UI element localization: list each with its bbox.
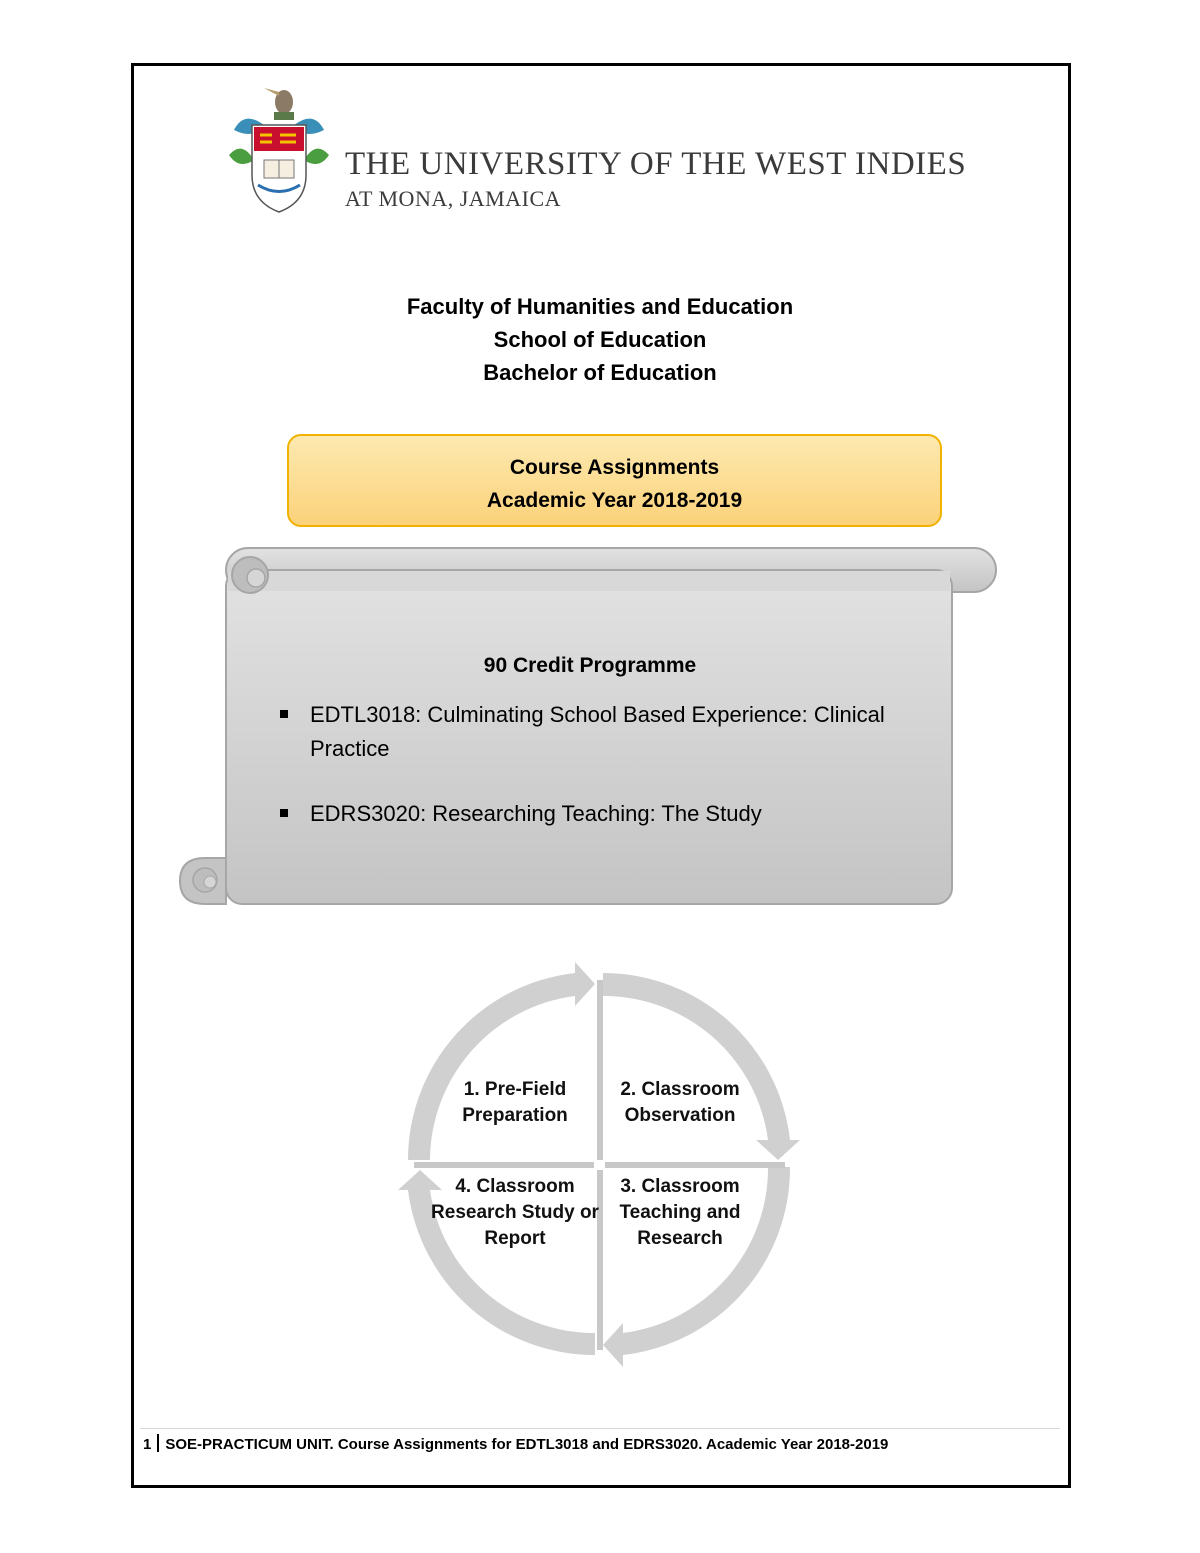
cycle-step-2: 2. Classroom Observation [620,1079,740,1126]
course-text: EDTL3018: Culminating School Based Experience: Clinical Practice [310,702,885,761]
cycle-step-3: 3. Classroom Teaching and Research [619,1176,741,1249]
footer-text: SOE-PRACTICUM UNIT. Course Assignments for EDTL3018 and EDRS3020. Academic Year 2018-2019 [165,1436,889,1453]
campus-name: AT MONA, JAMAICA [345,186,562,211]
page-footer [143,1434,888,1453]
faculty-name: Faculty of Humanities and Education [406,294,794,319]
footer-divider [140,1428,1060,1429]
academic-year: Academic Year 2018-2019 [486,489,743,512]
page-number: 1 [143,1436,152,1453]
programme-title: 90 Credit Programme [483,654,697,677]
cycle-step-1: 1. Pre-Field Preparation [462,1079,568,1126]
cycle-arrow-icon [408,962,595,1160]
cycle-step-4: 4. Classroom Research Study or Report [431,1176,599,1249]
cycle-arrow-icon [603,973,800,1160]
course-text: EDRS3020: Researching Teaching: The Study [310,801,762,826]
footer-separator [157,1434,159,1452]
degree-name: Bachelor of Education [483,360,717,385]
assignments-title: Course Assignments [509,456,720,479]
school-name: School of Education [493,327,707,352]
university-name: THE UNIVERSITY OF THE WEST INDIES [345,146,967,182]
